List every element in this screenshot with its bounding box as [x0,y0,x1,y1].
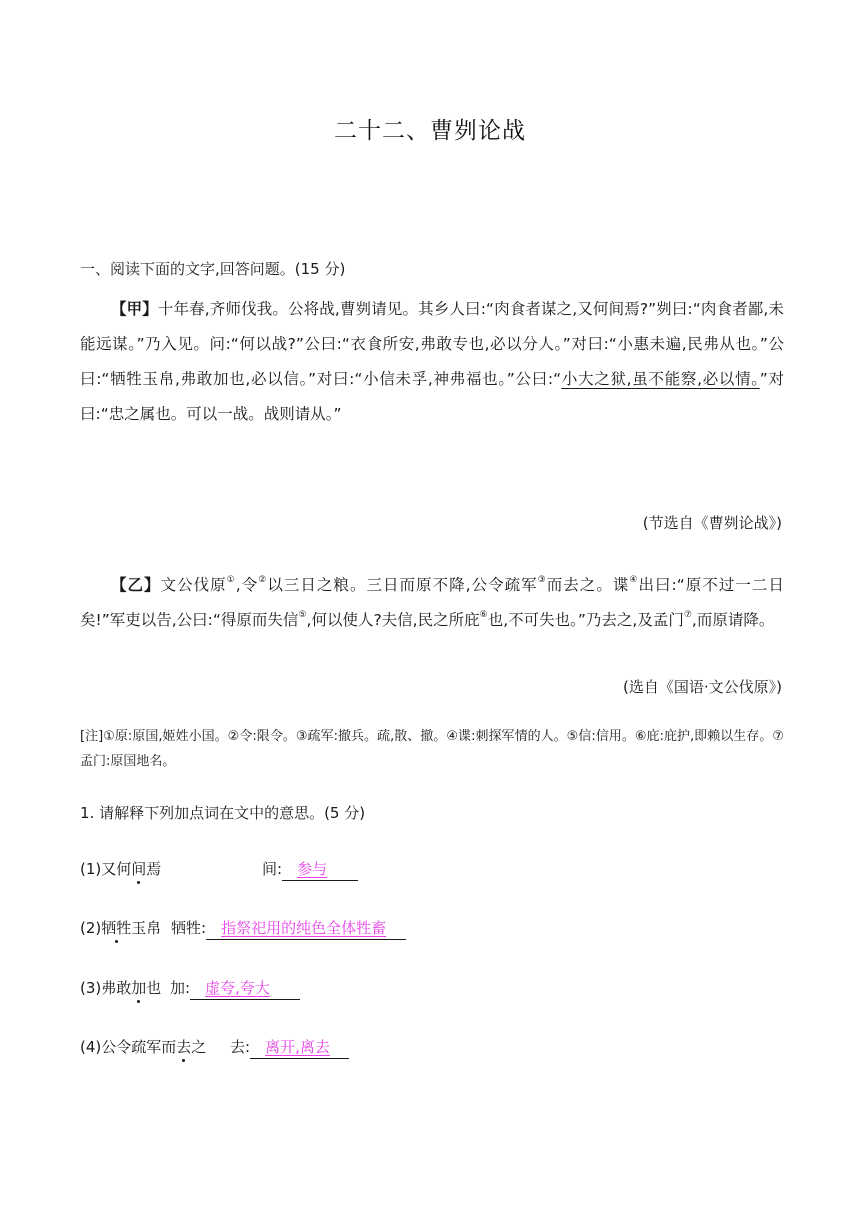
page-title: 二十二、曹刿论战 [334,118,526,144]
question-item-3 [80,977,270,998]
answer-line [230,1036,349,1059]
annotation-notes: [注]①原:原国,姬姓小国。②令:限令。③疏军:撤兵。疏,散、撤。④谍:刺探军情的人。⑤信:信用。⑥庇:庇护,即赖以生存。⑦孟门:原国地名。 [80,729,784,769]
footnote-marker: ⑥ [479,610,488,620]
answer-blank [282,860,358,881]
answer-blank [250,1038,349,1059]
section-heading: 一、阅读下面的文字,回答问题。(15 分) [80,260,346,278]
answer-blank [206,919,406,940]
passage-yi [80,568,784,638]
answer-line [262,858,358,881]
answer-blank [190,979,300,1000]
footnote-marker: ② [258,575,268,585]
dotted-word: 去 [176,1038,192,1056]
answer-text: 参与 [297,860,328,878]
item-phrase: 焉 [146,860,162,878]
passage-text: 以三日之粮。三日而原不降,公令疏军 [267,576,538,594]
passage-text: ”对曰:“忠之属也。可以一战。战则请从。” [80,370,784,423]
passage-tag: 【甲】 [111,300,158,318]
item-number: (3) [80,979,102,997]
source-yi: (选自《国语·文公伐原》) [623,678,782,696]
footnote-marker: ⑦ [683,610,692,620]
answer-line [171,917,406,940]
answer-line [170,977,300,1000]
question-item-4 [80,1036,330,1057]
dotted-word: 牺牲 [101,919,132,937]
item-phrase: 公令疏军而 [101,1038,177,1056]
passage-jia [80,292,784,432]
item-phrase: 也 [146,979,162,997]
answer-text: 离开,离去 [265,1038,330,1056]
passage-text: ,何以使人?夫信,民之所庇 [306,611,480,629]
footnote-marker: ③ [537,575,547,585]
source-jia: (节选自《曹刿论战》) [642,514,782,532]
answer-label: 间: [262,860,283,878]
item-phrase: 又何 [101,860,132,878]
passage-tag: 【乙】 [111,576,161,594]
passage-text: 而去之。谍 [546,576,630,594]
underlined-sentence: 小大之狱,虽不能察,必以情。 [561,370,760,388]
item-number: (2) [80,919,102,937]
item-number: (4) [80,1038,102,1056]
answer-label: 加: [170,979,191,997]
question-intro: 1. 请解释下列加点词在文中的意思。(5 分) [80,804,366,822]
item-number: (1) [80,860,102,878]
item-phrase: 弗敢 [101,979,132,997]
question-item-1 [80,858,328,879]
dotted-word: 加 [131,979,147,997]
passage-text: 出曰:“原不过一二日矣!”军吏以告,公曰:“得原而失信 [80,576,784,629]
footnote-marker: ⑤ [298,610,307,620]
passage-text: ,而原请降。 [691,611,775,629]
item-phrase: 之 [191,1038,207,1056]
footnote-marker: ④ [629,575,639,585]
item-phrase: 玉帛 [131,919,162,937]
answer-text: 指祭祀用的纯色全体牲畜 [221,919,387,937]
question-item-2 [80,917,387,938]
passage-text: 也,不可失也。”乃去之,及孟门 [487,611,684,629]
answer-label: 牺牲: [171,919,207,937]
answer-text: 虚夸,夸大 [205,979,270,997]
footnote-marker: ① [226,575,236,585]
answer-label: 去: [230,1038,251,1056]
passage-text: 文公伐原 [160,576,227,594]
passage-text: 十年春,齐师伐我。公将战,曹刿请见。其乡人曰:“肉食者谋之,又何间焉?”刿曰:“肉食者鄙,未能远谋。”乃入见。问:“何以战?”公曰:“衣食所安,弗敢专也,必以分人。”对曰:“小惠未遍,民弗从也。”公曰:“牺牲玉帛,弗敢加也,必以信。”对曰:“小信未孚,神弗福也。”公曰:“ [80,300,784,388]
dotted-word: 间 [131,860,147,878]
passage-text: ,令 [235,576,259,594]
